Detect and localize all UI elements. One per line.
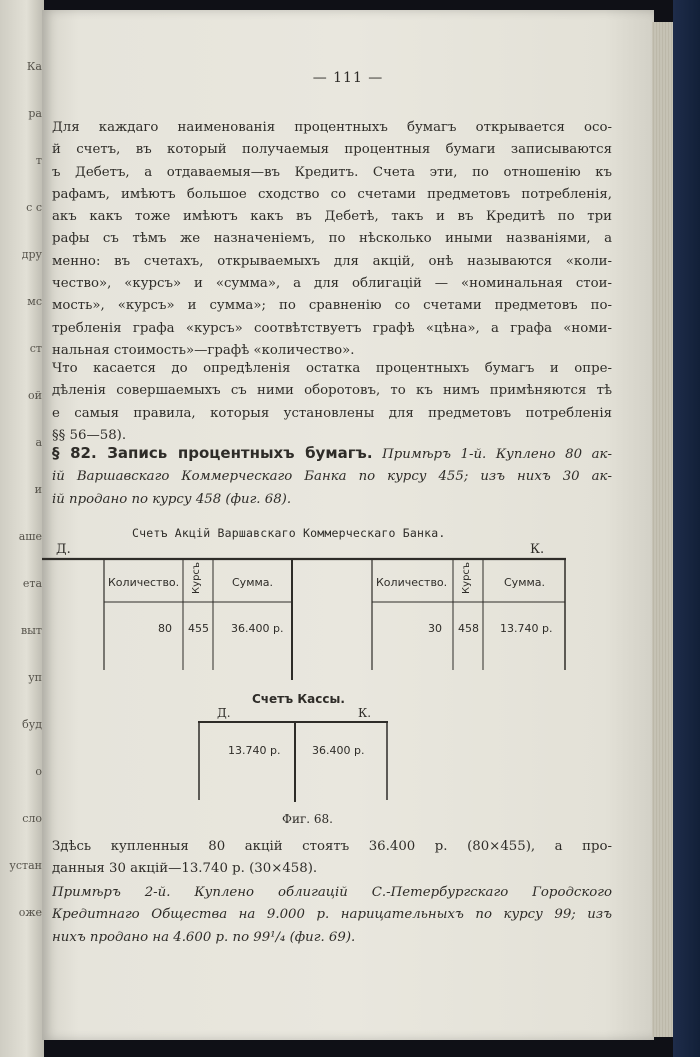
text-line: требленія графа «курсъ» соотвѣтствуетъ графѣ «цѣна», а графа «номи- (52, 320, 612, 336)
example-1-line: ій продано по курсу 458 (фиг. 68). (52, 491, 292, 507)
debit-col-sum: Сумма. (232, 576, 274, 589)
text-line: Кредитнаго Общества на 9.000 р. нарицательныхъ по курсу 99; изъ (52, 907, 612, 923)
figure-caption: Фиг. 68. (282, 812, 333, 826)
credit-col-sum: Сумма. (504, 576, 546, 589)
text-line: нальная стоимость»—графѣ «количество». (52, 342, 355, 358)
page-number: — 111 — (312, 70, 384, 86)
page-edges (652, 22, 674, 1037)
text-line: е самыя правила, которыя установлены для предметовъ потребленія (52, 405, 612, 421)
left-page-fragment: буд (22, 718, 42, 731)
text-line: менно: въ счетахъ, открываемыхъ для акцій, онѣ называются «коли- (52, 253, 612, 269)
debit-col-rate: Курсъ (191, 562, 202, 594)
left-page-fragment: ра (28, 107, 42, 120)
left-page-fragment: сло (22, 812, 42, 825)
text-line: Что касается до опредѣленія остатка процентныхъ бумагъ и опре- (52, 361, 612, 376)
ledger-2-credit-label: К. (358, 706, 372, 720)
ledger-lines (42, 10, 654, 830)
text-line: ъ Дебетъ, а отдаваемыя—въ Кредитъ. Счета эти, по отношенію къ (52, 164, 612, 180)
left-page-fragment: с с (26, 201, 42, 214)
ledger-1-credit-label: К. (530, 542, 545, 557)
left-facing-page (0, 0, 44, 1057)
debit-col-quantity: Количество. (108, 576, 180, 589)
text-line: §§ 56—58). (52, 427, 127, 443)
text-line: рафамъ, имѣютъ большое сходство со счетами предметовъ потребленія, (52, 186, 612, 202)
text-line: мость», «курсъ» и сумма»; по сравненію со счетами предметовъ по- (52, 298, 612, 314)
section-heading: § 82. Запись процентныхъ бумагъ. (52, 444, 373, 462)
left-page-fragment: уп (28, 671, 42, 684)
text-line: рафы съ тѣмъ же назначеніемъ, по нѣсколько иными названіями, а (52, 231, 612, 247)
ledger-2-debit-label: Д. (217, 706, 231, 720)
text-line: Для каждаго наименованія процентныхъ бумагъ открывается осо- (52, 120, 612, 135)
debit-rate-value: 455 (188, 622, 209, 635)
credit-sum-value: 13.740 р. (500, 622, 553, 635)
left-page-fragment: Ка (26, 60, 42, 73)
credit-col-rate: Курсъ (461, 562, 472, 594)
text-line: Здѣсь купленныя 80 акцій стоятъ 36.400 р. (80×455), а про- (52, 839, 612, 854)
left-page-fragment: т (35, 154, 42, 167)
left-page-fragment: ой (28, 389, 42, 402)
ledger-2-caption: Счетъ Кассы. (252, 692, 345, 706)
left-page-fragment: мс (27, 295, 42, 308)
paragraph-3 (52, 836, 612, 881)
text-line: Примѣръ 2-й. Куплено облигацій С.-Петербургскаго Городского (52, 885, 612, 900)
left-page-fragment: дру (21, 248, 42, 261)
debit-quantity-value: 80 (158, 622, 172, 635)
left-page-fragment: а (35, 436, 42, 449)
example-2 (52, 882, 612, 949)
left-page-fragment: ета (22, 577, 42, 590)
text-line: акъ какъ тоже имѣютъ какъ въ Дебетѣ, такъ и въ Кредитѣ по три (52, 209, 612, 225)
left-page-fragment: выт (20, 624, 42, 637)
left-page-fragment: устан (9, 859, 42, 872)
ledger-1-debit-label: Д. (56, 542, 71, 557)
left-page-fragment: аше (18, 530, 42, 543)
text-line: чество», «курсъ» и «сумма», а для облигацій — «номинальная стои- (52, 276, 612, 292)
text-line: дѣленія совершаемыхъ съ ними оборотовъ, то къ нимъ примѣняются тѣ (52, 383, 612, 399)
credit-quantity-value: 30 (428, 622, 442, 635)
left-page-fragment: о (35, 765, 42, 778)
credit-rate-value: 458 (458, 622, 479, 635)
text-line: нихъ продано на 4.600 р. по 99¹/₄ (фиг. 69). (52, 929, 356, 945)
text-line: данныя 30 акцій—13.740 р. (30×458). (52, 861, 318, 877)
ledger-1-caption: Счетъ Акцій Варшавскаго Коммерческаго Банка. (132, 526, 446, 540)
book-cover (673, 0, 700, 1057)
left-page-fragment: ст (29, 342, 42, 355)
example-1-line: Примѣръ 1-й. Куплено 80 ак- (382, 447, 612, 462)
text-line: й счетъ, въ который получаемыя процентныя бумаги записываются (52, 142, 612, 158)
book-page (42, 10, 654, 1040)
left-page-fragment: оже (18, 906, 42, 919)
left-page-fragment: и (34, 483, 42, 496)
cash-credit-sum: 36.400 р. (312, 744, 365, 757)
example-1-line: ій Варшавскаго Коммерческаго Банка по курсу 455; изъ нихъ 30 ак- (52, 469, 612, 485)
credit-col-quantity: Количество. (376, 576, 448, 589)
debit-sum-value: 36.400 р. (231, 622, 284, 635)
cash-debit-sum: 13.740 р. (228, 744, 281, 757)
